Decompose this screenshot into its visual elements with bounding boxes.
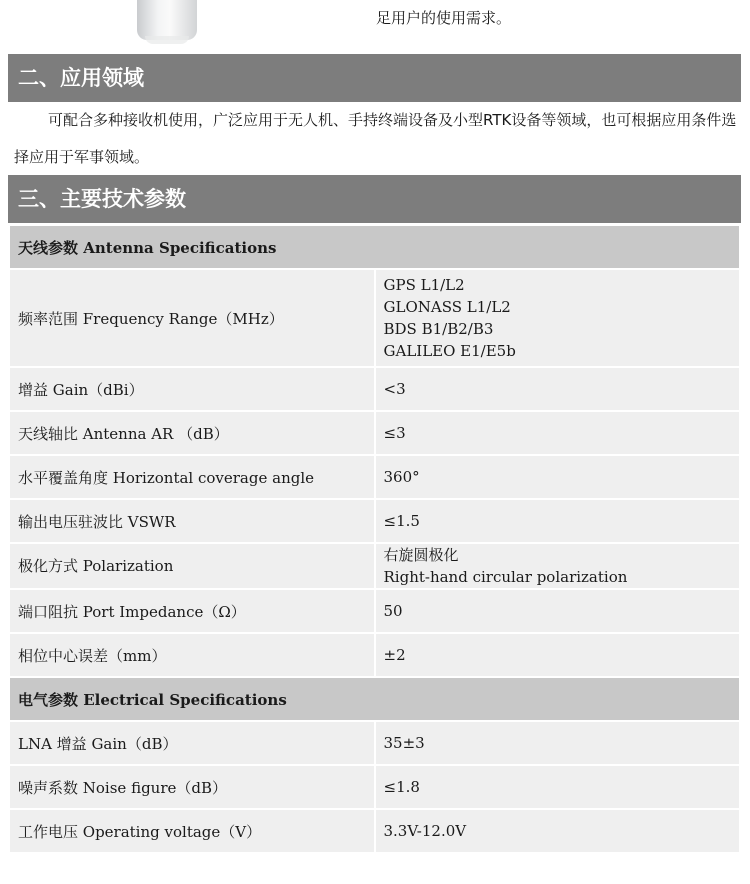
spec-value xyxy=(375,499,741,543)
spec-value xyxy=(375,455,741,499)
spec-label: 工作电压 Operating voltage（V） xyxy=(9,809,375,853)
spec-value xyxy=(375,633,741,677)
spec-value xyxy=(375,367,741,411)
spec-value-line: GLONASS L1/L2 xyxy=(383,298,511,316)
spec-value xyxy=(375,765,741,809)
spec-value xyxy=(375,809,741,853)
spec-group-header xyxy=(9,677,740,721)
spec-row xyxy=(9,721,740,765)
spec-row xyxy=(9,633,740,677)
spec-row xyxy=(9,589,740,633)
spec-value-line: ≤1.8 xyxy=(383,778,420,796)
spec-value xyxy=(375,543,741,589)
spec-value-line: 35±3 xyxy=(383,734,425,752)
spec-label: 增益 Gain（dBi） xyxy=(9,367,375,411)
spec-value-line: ≤3 xyxy=(383,424,406,442)
spec-label: 天线轴比 Antenna AR （dB） xyxy=(9,411,375,455)
spec-row xyxy=(9,455,740,499)
spec-value-line: GPS L1/L2 xyxy=(383,276,465,294)
top-strip xyxy=(0,0,750,52)
spec-label: 频率范围 Frequency Range（MHz） xyxy=(9,269,375,367)
spec-label: 输出电压驻波比 VSWR xyxy=(9,499,375,543)
spec-value-line: BDS B1/B2/B3 xyxy=(383,320,494,338)
spec-value-line: 50 xyxy=(383,602,403,620)
spec-group-title: 天线参数 Antenna Specifications xyxy=(9,225,740,269)
section-2-header: 二、应用领域 xyxy=(8,54,741,102)
spec-value xyxy=(375,721,741,765)
spec-label: 端口阻抗 Port Impedance（Ω） xyxy=(9,589,375,633)
spec-value-line: <3 xyxy=(383,380,406,398)
spec-label: 噪声系数 Noise figure（dB） xyxy=(9,765,375,809)
spec-table xyxy=(8,224,741,854)
spec-row xyxy=(9,499,740,543)
spec-value xyxy=(375,589,741,633)
spec-value-line: GALILEO E1/E5b xyxy=(383,342,516,360)
section-3-header: 三、主要技术参数 xyxy=(8,175,741,223)
antenna-product-image xyxy=(137,0,197,40)
spec-value-line: 3.3V-12.0V xyxy=(383,822,467,840)
spec-group-header xyxy=(9,225,740,269)
spec-label: LNA 增益 Gain（dB） xyxy=(9,721,375,765)
spec-value-line: 360° xyxy=(383,468,420,486)
application-paragraph: 可配合多种接收机使用，广泛应用于无人机、手持终端设备及小型RTK设备等领域，也可根据应用条件选择应用于军事领域。 xyxy=(14,111,737,166)
spec-label: 极化方式 Polarization xyxy=(9,543,375,589)
spec-row xyxy=(9,809,740,853)
spec-value-line: ≤1.5 xyxy=(383,512,420,530)
spec-row xyxy=(9,269,740,367)
spec-value xyxy=(375,411,741,455)
spec-row xyxy=(9,765,740,809)
spec-value xyxy=(375,269,741,367)
spec-label: 水平覆盖角度 Horizontal coverage angle xyxy=(9,455,375,499)
spec-group-title: 电气参数 Electrical Specifications xyxy=(9,677,740,721)
spec-value-line: 右旋圆极化 xyxy=(383,546,459,564)
spec-row xyxy=(9,367,740,411)
spec-value-line: Right-hand circular polarization xyxy=(383,568,628,586)
spec-label: 相位中心误差（mm） xyxy=(9,633,375,677)
spec-row xyxy=(9,411,740,455)
spec-row xyxy=(9,543,740,589)
intro-text-tail: 足用户的使用需求。 xyxy=(376,9,512,27)
spec-value-line: ±2 xyxy=(383,646,406,664)
